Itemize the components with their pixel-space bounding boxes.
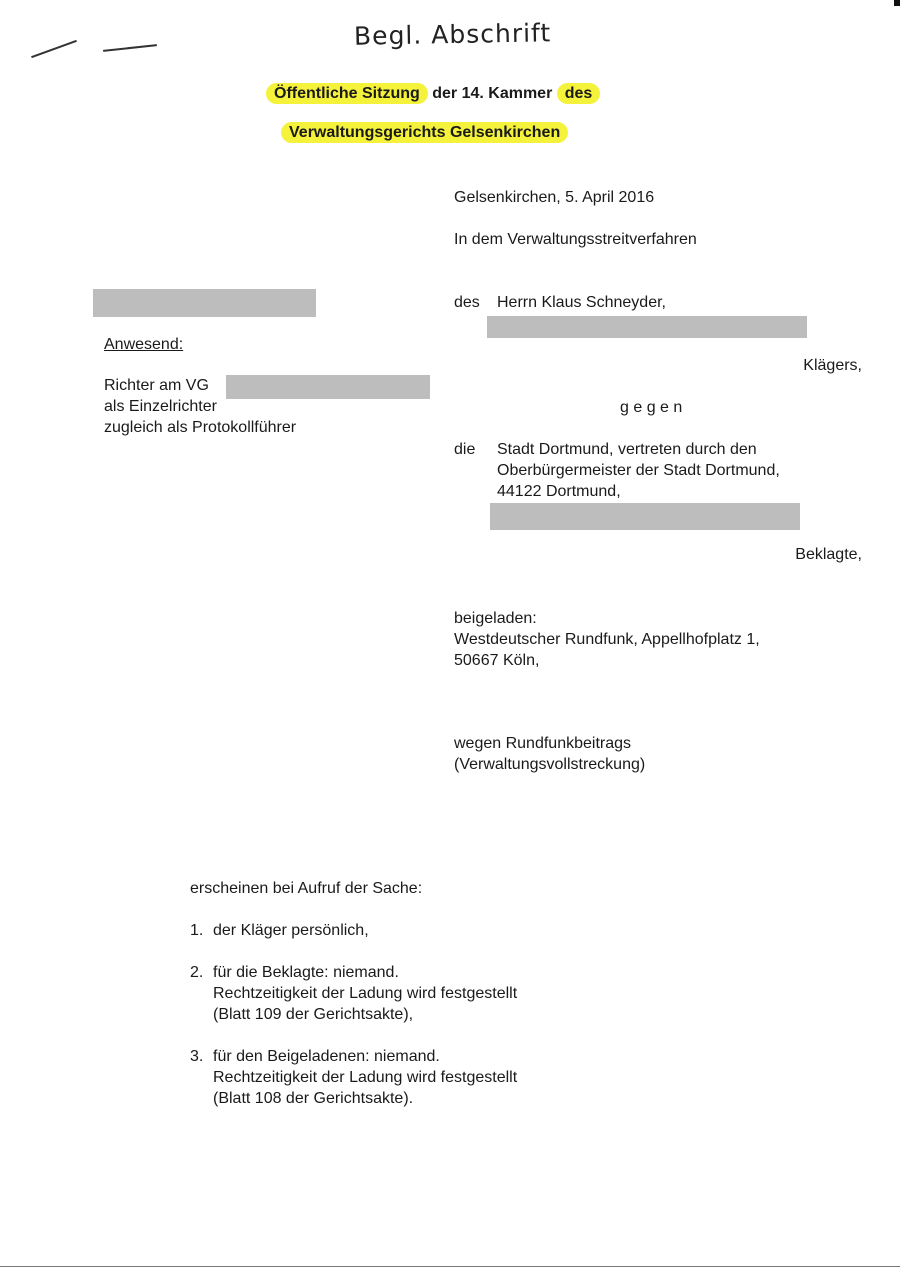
subject-line: (Verwaltungsvollstreckung) (454, 756, 646, 773)
court-header-line2 (281, 124, 568, 142)
redaction-defendant-representative (490, 503, 800, 530)
highlight-court-name: Verwaltungsgerichts Gelsenkirchen (281, 122, 568, 143)
versus-text: g e g e n (620, 399, 683, 416)
list-item-text: für den Beigeladenen: niemand. (213, 1048, 440, 1065)
list-item-text: Rechtzeitigkeit der Ladung wird festgestellt (213, 1069, 518, 1086)
redaction-plaintiff-address (487, 316, 807, 338)
present-line: Richter am VG (104, 377, 209, 394)
list-item-text: Rechtzeitigkeit der Ladung wird festgestellt (213, 985, 518, 1002)
highlight-public-session: Öffentliche Sitzung (266, 83, 428, 104)
redaction-judge-name (226, 375, 430, 399)
defendant-prefix: die (454, 441, 476, 458)
plaintiff-name: Herrn Klaus Schneyder, (497, 294, 666, 311)
pen-stroke-left (31, 40, 77, 58)
list-item-text: (Blatt 109 der Gerichtsakte), (213, 1006, 414, 1023)
summoned-line: 50667 Köln, (454, 652, 540, 669)
summoned-label: beigeladen: (454, 610, 537, 627)
list-item-text: der Kläger persönlich, (213, 922, 369, 939)
defendant-line: 44122 Dortmund, (497, 483, 621, 500)
list-item-text: für die Beklagte: niemand. (213, 964, 399, 981)
pen-stroke-right (103, 44, 157, 52)
summoned-line: Westdeutscher Rundfunk, Appellhofplatz 1, (454, 631, 760, 648)
redaction-left-header (93, 289, 316, 317)
highlight-des: des (557, 83, 601, 104)
scan-corner-mark (894, 0, 900, 6)
list-item-text: (Blatt 108 der Gerichtsakte). (213, 1090, 414, 1107)
present-line: als Einzelrichter (104, 398, 217, 415)
plaintiff-role: Klägers, (803, 357, 862, 374)
appearance-intro: erscheinen bei Aufruf der Sache: (190, 880, 423, 897)
case-intro: In dem Verwaltungsstreitverfahren (454, 231, 697, 248)
present-line: zugleich als Protokollführer (104, 419, 297, 436)
place-date: Gelsenkirchen, 5. April 2016 (454, 189, 655, 206)
list-item-number: 3. (190, 1048, 204, 1065)
present-label: Anwesend: (104, 336, 184, 353)
page-bottom-edge (0, 1266, 900, 1267)
certified-copy-stamp: Begl. Abschrift (353, 18, 552, 51)
list-item-number: 1. (190, 922, 204, 939)
defendant-line: Oberbürgermeister der Stadt Dortmund, (497, 462, 780, 479)
header-chamber-text: der 14. Kammer (427, 85, 557, 102)
defendant-role: Beklagte, (795, 546, 862, 563)
list-item-number: 2. (190, 964, 204, 981)
plaintiff-prefix: des (454, 294, 480, 311)
subject-line: wegen Rundfunkbeitrags (454, 735, 632, 752)
defendant-line: Stadt Dortmund, vertreten durch den (497, 441, 757, 458)
court-header-line1 (266, 85, 600, 103)
